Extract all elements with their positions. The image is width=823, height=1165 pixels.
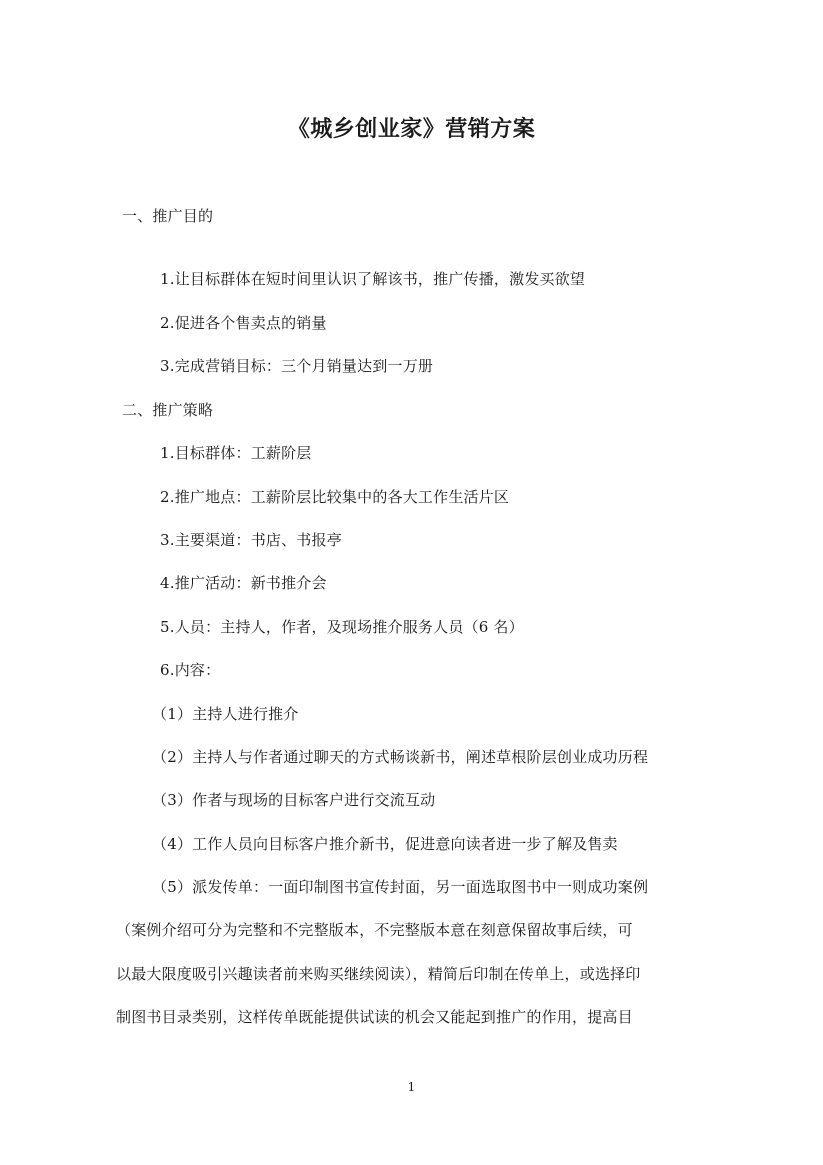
strategy-item-2: 2.推广地点：工薪阶层比较集中的各大工作生活片区	[160, 488, 510, 506]
strategy-item-5: 5.人员：主持人，作者，及现场推介服务人员（6 名）	[160, 618, 524, 636]
goal-item-3: 3.完成营销目标：三个月销量达到一万册	[160, 357, 434, 375]
paragraph-continuation-line-2: 以最大限度吸引兴趣读者前来购买继续阅读），精简后印制在传单上，或选择印	[116, 965, 641, 983]
strategy-item-1: 1.目标群体：工薪阶层	[160, 444, 312, 462]
content-item-4: （4）工作人员向目标客户推介新书，促进意向读者进一步了解及售卖	[152, 835, 618, 853]
content-item-3: （3）作者与现场的目标客户进行交流互动	[152, 791, 436, 809]
content-item-1: （1）主持人进行推介	[152, 705, 299, 723]
section-heading-promotion-strategy: 二、推广策略	[122, 401, 214, 419]
paragraph-continuation-line-1: （案例介绍可分为完整和不完整版本，不完整版本意在刻意保留故事后续，可	[116, 921, 633, 939]
strategy-item-4: 4.推广活动：新书推介会	[160, 574, 327, 592]
goal-item-2: 2.促进各个售卖点的销量	[160, 314, 327, 332]
section-heading-promotion-goals: 一、推广目的	[122, 207, 214, 225]
paragraph-continuation-line-3: 制图书目录类别，这样传单既能提供试读的机会又能起到推广的作用，提高目	[116, 1008, 633, 1026]
goal-item-1: 1.让目标群体在短时间里认识了解该书，推广传播，激发买欲望	[160, 270, 586, 288]
page-number: 1	[407, 1080, 416, 1094]
content-item-2: （2）主持人与作者通过聊天的方式畅谈新书，阐述草根阶层创业成功历程	[152, 748, 649, 766]
strategy-item-3: 3.主要渠道：书店、书报亭	[160, 531, 342, 549]
content-item-5: （5）派发传单：一面印制图书宣传封面，另一面选取图书中一则成功案例	[152, 878, 649, 896]
document-title: 《城乡创业家》营销方案	[287, 116, 536, 142]
strategy-item-6: 6.内容：	[160, 661, 221, 679]
